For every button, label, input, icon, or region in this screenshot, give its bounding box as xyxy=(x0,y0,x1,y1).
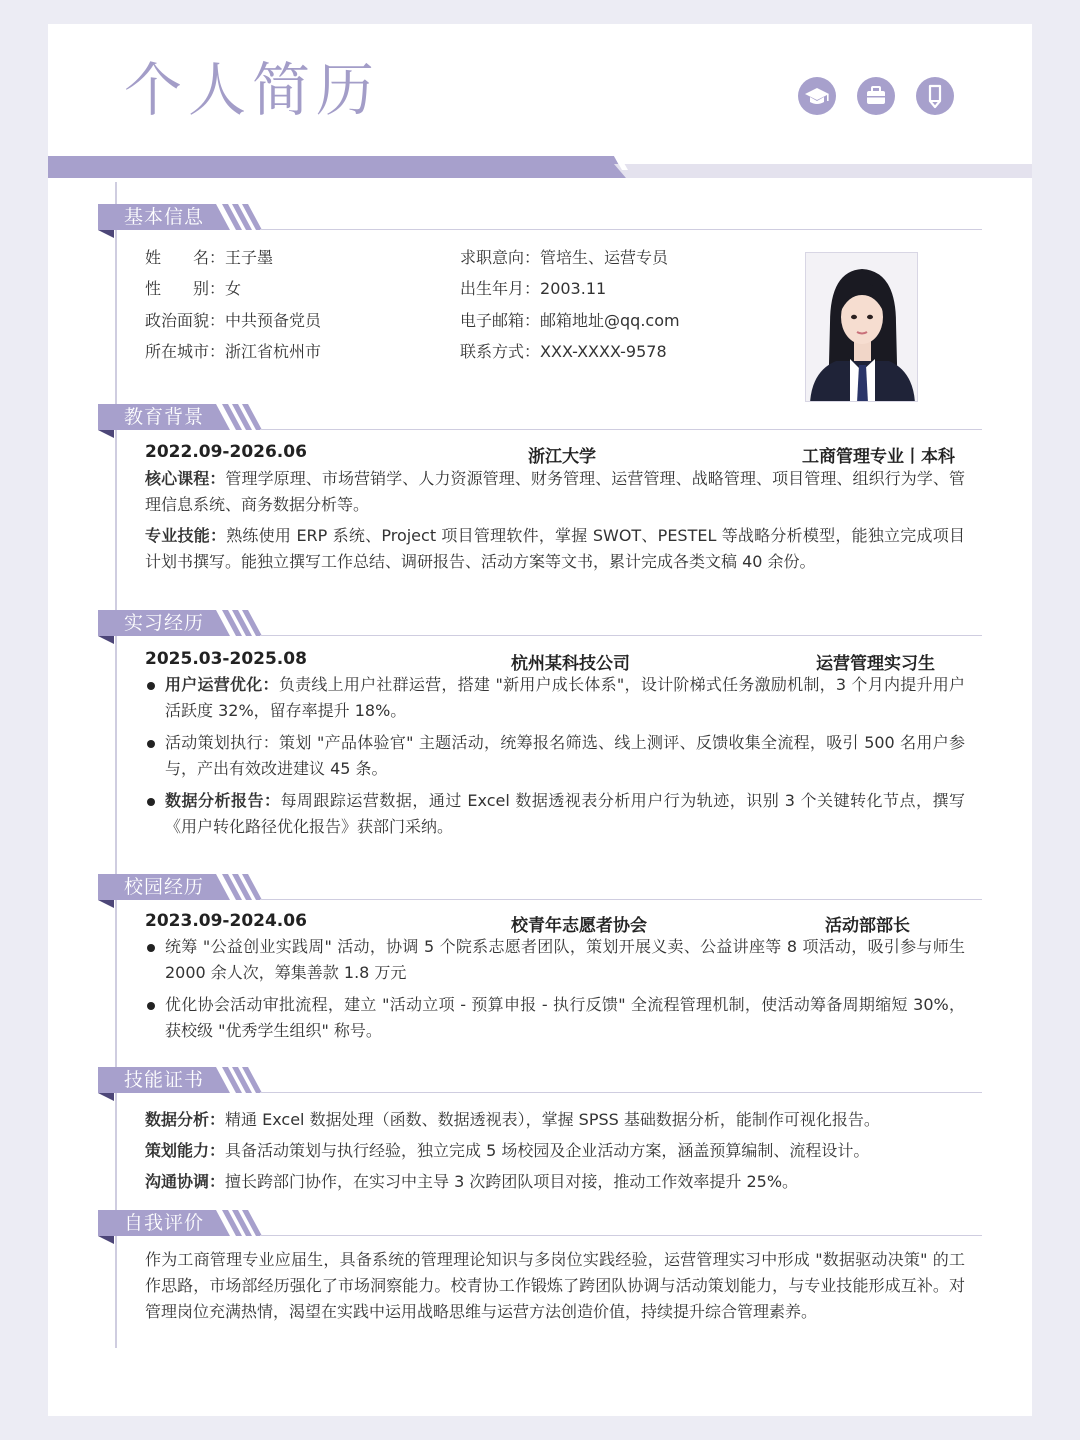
skill-item: 沟通协调：擅长跨部门协作，在实习中主导 3 次跨团队项目对接，推动工作效率提升 25%。 xyxy=(145,1172,799,1191)
self-evaluation: 作为工商管理专业应届生，具备系统的管理理论知识与多岗位实践经验，运营管理实习中形成 "数据驱动决策" 的工作思路，市场部经历强化了市场洞察能力。校青协工作锻炼了跨团队协调与活动策划能力，与专业技能形成互补。对管理岗位充满热情，渴望在实践中运用战略思维与运营方法创造价值，持续提升综合管理素养。 xyxy=(145,1250,965,1321)
education-row xyxy=(145,442,965,467)
bullet-icon xyxy=(147,740,155,748)
info-birth: 出生年月：2003.11 xyxy=(460,279,607,298)
profile-photo xyxy=(805,252,918,402)
pen-icon xyxy=(916,77,954,115)
skill-item: 数据分析：精通 Excel 数据处理（函数、数据透视表），掌握 SPSS 基础数据分析，能制作可视化报告。 xyxy=(145,1110,880,1129)
internship-role: 运营管理实习生 xyxy=(816,654,935,674)
campus-item: 优化协会活动审批流程，建立 "活动立项 - 预算申报 - 执行反馈" 全流程管理机制，使活动筹备周期缩短 30%，获校级 "优秀学生组织" 称号。 xyxy=(145,992,965,1044)
education-period: 2022.09-2026.06 xyxy=(145,442,307,462)
timeline-line xyxy=(115,182,117,1348)
education-skills: 专业技能：熟练使用 ERP 系统、Project 项目管理软件，掌握 SWOT、PESTEL 等战略分析模型，能独立完成项目计划书撰写。能独立撰写工作总结、调研报告、活动方案等文书，累计完成各类文稿 40 余份。 xyxy=(145,526,965,571)
resume-page xyxy=(48,24,1032,1416)
bullet-icon xyxy=(147,944,155,952)
info-political: 政治面貌：中共预备党员 xyxy=(145,311,322,330)
section-title: 基本信息 xyxy=(124,206,205,228)
campus-item: 统筹 "公益创业实践周" 活动，协调 5 个院系志愿者团队，策划开展义卖、公益讲座等 8 项活动，吸引参与师生 2000 余人次，筹集善款 1.8 万元 xyxy=(145,934,965,986)
internship-item: 数据分析报告：每周跟踪运营数据，通过 Excel 数据透视表分析用户行为轨迹，识别 3 个关键转化节点，撰写《用户转化路径优化报告》获部门采纳。 xyxy=(145,788,965,840)
campus-period: 2023.09-2024.06 xyxy=(145,911,307,931)
bullet-icon xyxy=(147,798,155,806)
section-header-education xyxy=(98,404,982,442)
section-title: 实习经历 xyxy=(124,612,205,634)
info-phone: 联系方式：XXX-XXXX-9578 xyxy=(460,342,667,361)
education-courses: 核心课程：管理学原理、市场营销学、人力资源管理、财务管理、运营管理、战略管理、项目管理、组织行为学、管理信息系统、商务数据分析等。 xyxy=(145,469,965,514)
briefcase-icon xyxy=(857,77,895,115)
bullet-icon xyxy=(147,682,155,690)
internship-item: 用户运营优化：负责线上用户社群运营，搭建 "新用户成长体系"，设计阶梯式任务激励机制，3 个月内提升用户活跃度 32%，留存率提升 18%。 xyxy=(145,672,965,724)
education-school: 浙江大学 xyxy=(528,447,596,467)
internship-row xyxy=(145,649,965,674)
info-email: 电子邮箱：邮箱地址@qq.com xyxy=(460,311,680,330)
info-intent: 求职意向：管培生、运营专员 xyxy=(460,248,669,267)
section-header-campus xyxy=(98,874,982,912)
section-header-internship xyxy=(98,610,982,648)
internship-item: 活动策划执行：策划 "产品体验官" 主题活动，统筹报名筛选、线上测评、反馈收集全流程，吸引 500 名用户参与，产出有效改进建议 45 条。 xyxy=(145,730,965,782)
campus-role: 活动部部长 xyxy=(825,916,910,936)
skill-item: 策划能力：具备活动策划与执行经验，独立完成 5 场校园及企业活动方案，涵盖预算编制、流程设计。 xyxy=(145,1141,870,1160)
graduation-cap-icon xyxy=(798,77,836,115)
section-title: 校园经历 xyxy=(124,876,205,898)
section-header-self xyxy=(98,1210,982,1248)
section-header-basic xyxy=(98,204,982,242)
campus-row xyxy=(145,911,965,936)
page-title: 个人简历 xyxy=(124,56,381,124)
info-gender: 性 别：女 xyxy=(145,279,242,298)
bullet-icon xyxy=(147,1002,155,1010)
section-title: 自我评价 xyxy=(124,1212,205,1234)
header-band xyxy=(48,156,1032,182)
internship-period: 2025.03-2025.08 xyxy=(145,649,307,669)
section-title: 教育背景 xyxy=(124,406,205,428)
info-name: 姓 名：王子墨 xyxy=(145,248,274,267)
internship-company: 杭州某科技公司 xyxy=(511,654,630,674)
info-city: 所在城市：浙江省杭州市 xyxy=(145,342,322,361)
section-header-skills xyxy=(98,1067,982,1105)
education-major: 工商管理专业丨本科 xyxy=(802,447,955,467)
section-title: 技能证书 xyxy=(124,1069,205,1091)
campus-org: 校青年志愿者协会 xyxy=(511,916,647,936)
